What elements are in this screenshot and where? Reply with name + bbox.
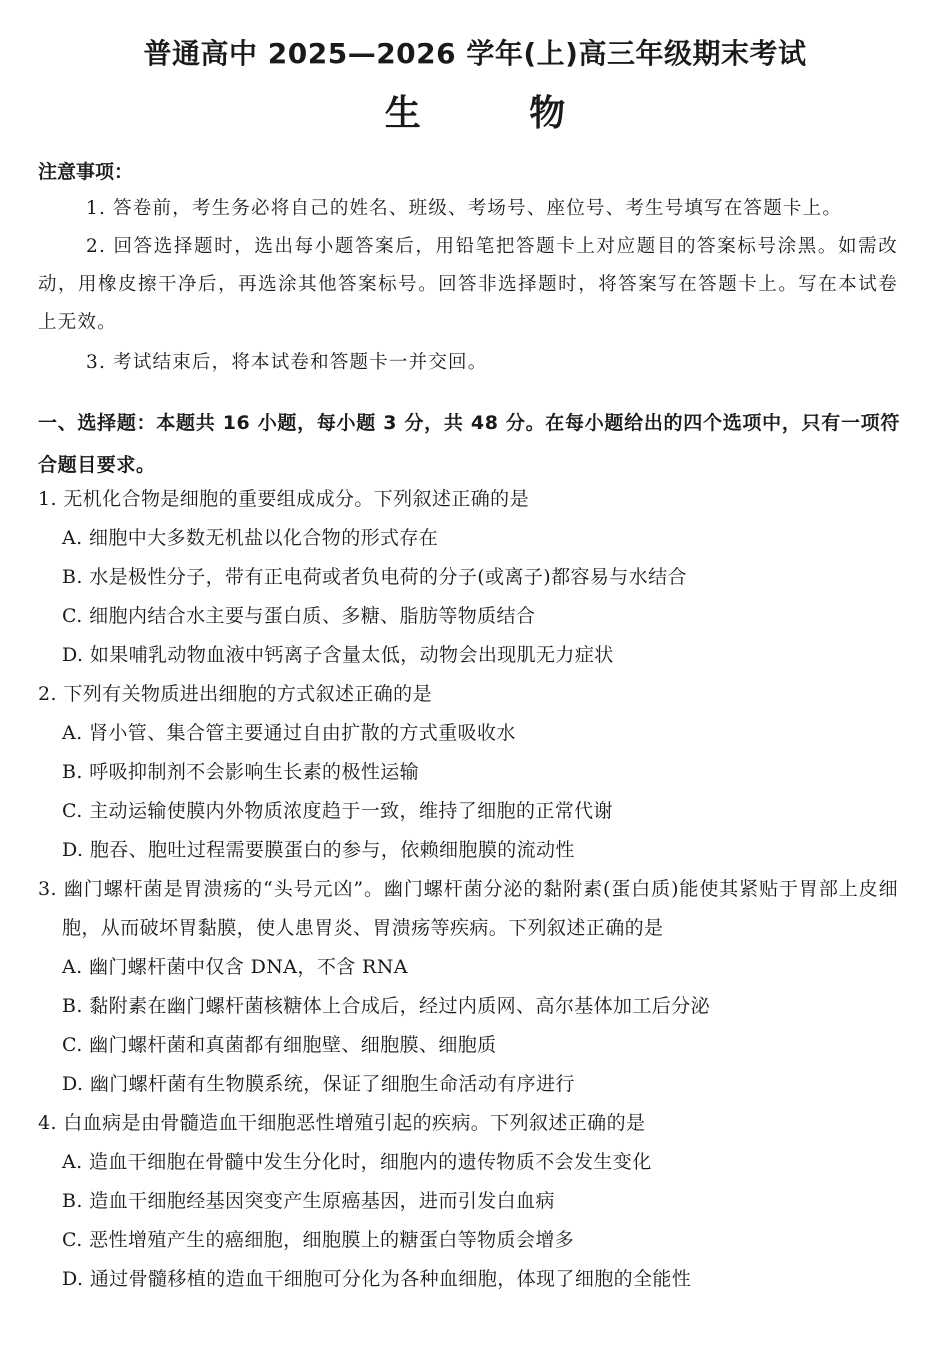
question-stem: 1. 无机化合物是细胞的重要组成成分。下列叙述正确的是 [38,488,529,510]
question-stem: 3. 幽门螺杆菌是胃溃疡的“头号元凶”。幽门螺杆菌分泌的黏附素(蛋白质)能使其紧贴于胃部上皮细胞，从而破坏胃黏膜，使人患胃炎、胃溃疡等疾病。下列叙述正确的是 [38,878,898,939]
question-2 [38,675,898,870]
option-d: D. 胞吞、胞吐过程需要膜蛋白的参与，依赖细胞膜的流动性 [62,839,575,861]
option-b: B. 水是极性分子，带有正电荷或者负电荷的分子(或离子)都容易与水结合 [62,566,687,588]
option-d: D. 幽门螺杆菌有生物膜系统，保证了细胞生命活动有序进行 [62,1073,575,1095]
notice-item-3: 3. 考试结束后，将本试卷和答题卡一并交回。 [86,352,488,373]
section-heading: 一、选择题：本题共 16 小题，每小题 3 分，共 48 分。在每小题给出的四个选项中，只有一项符合题目要求。 [38,412,900,476]
option-c: C. 恶性增殖产生的癌细胞，细胞膜上的糖蛋白等物质会增多 [62,1229,575,1251]
option-d: D. 通过骨髓移植的造血干细胞可分化为各种血细胞，体现了细胞的全能性 [62,1268,692,1290]
question-3 [38,870,898,1104]
option-b: B. 呼吸抑制剂不会影响生长素的极性运输 [62,761,420,783]
option-a: A. 肾小管、集合管主要通过自由扩散的方式重吸收水 [62,722,516,744]
option-a: A. 幽门螺杆菌中仅含 DNA，不含 RNA [62,956,408,978]
option-b: B. 黏附素在幽门螺杆菌核糖体上合成后，经过内质网、高尔基体加工后分泌 [62,995,711,1017]
notice-item-1: 1. 答卷前，考生务必将自己的姓名、班级、考场号、座位号、考生号填写在答题卡上。 [86,198,843,219]
question-stem: 2. 下列有关物质进出细胞的方式叙述正确的是 [38,683,432,705]
notice-item-2: 2. 回答选择题时，选出每小题答案后，用铅笔把答题卡上对应题目的答案标号涂黑。如需改动，用橡皮擦干净后，再选涂其他答案标号。回答非选择题时，将答案写在答题卡上。写在本试卷上无效。 [38,236,898,333]
option-c: C. 幽门螺杆菌和真菌都有细胞壁、细胞膜、细胞质 [62,1034,497,1056]
exam-title: 普通高中 2025—2026 学年(上)高三年级期末考试 [143,37,807,70]
question-4 [38,1104,898,1299]
option-b: B. 造血干细胞经基因突变产生原癌基因，进而引发白血病 [62,1190,555,1212]
option-c: C. 主动运输使膜内外物质浓度趋于一致，维持了细胞的正常代谢 [62,800,613,822]
notice-heading: 注意事项： [38,161,134,183]
option-c: C. 细胞内结合水主要与蛋白质、多糖、脂肪等物质结合 [62,605,536,627]
option-a: A. 细胞中大多数无机盐以化合物的形式存在 [62,527,439,549]
subject-title: 生 物 [384,93,614,134]
option-d: D. 如果哺乳动物血液中钙离子含量太低，动物会出现肌无力症状 [62,644,614,666]
question-stem: 4. 白血病是由骨髓造血干细胞恶性增殖引起的疾病。下列叙述正确的是 [38,1112,646,1134]
question-1 [38,480,898,675]
option-a: A. 造血干细胞在骨髓中发生分化时，细胞内的遗传物质不会发生变化 [62,1151,652,1173]
